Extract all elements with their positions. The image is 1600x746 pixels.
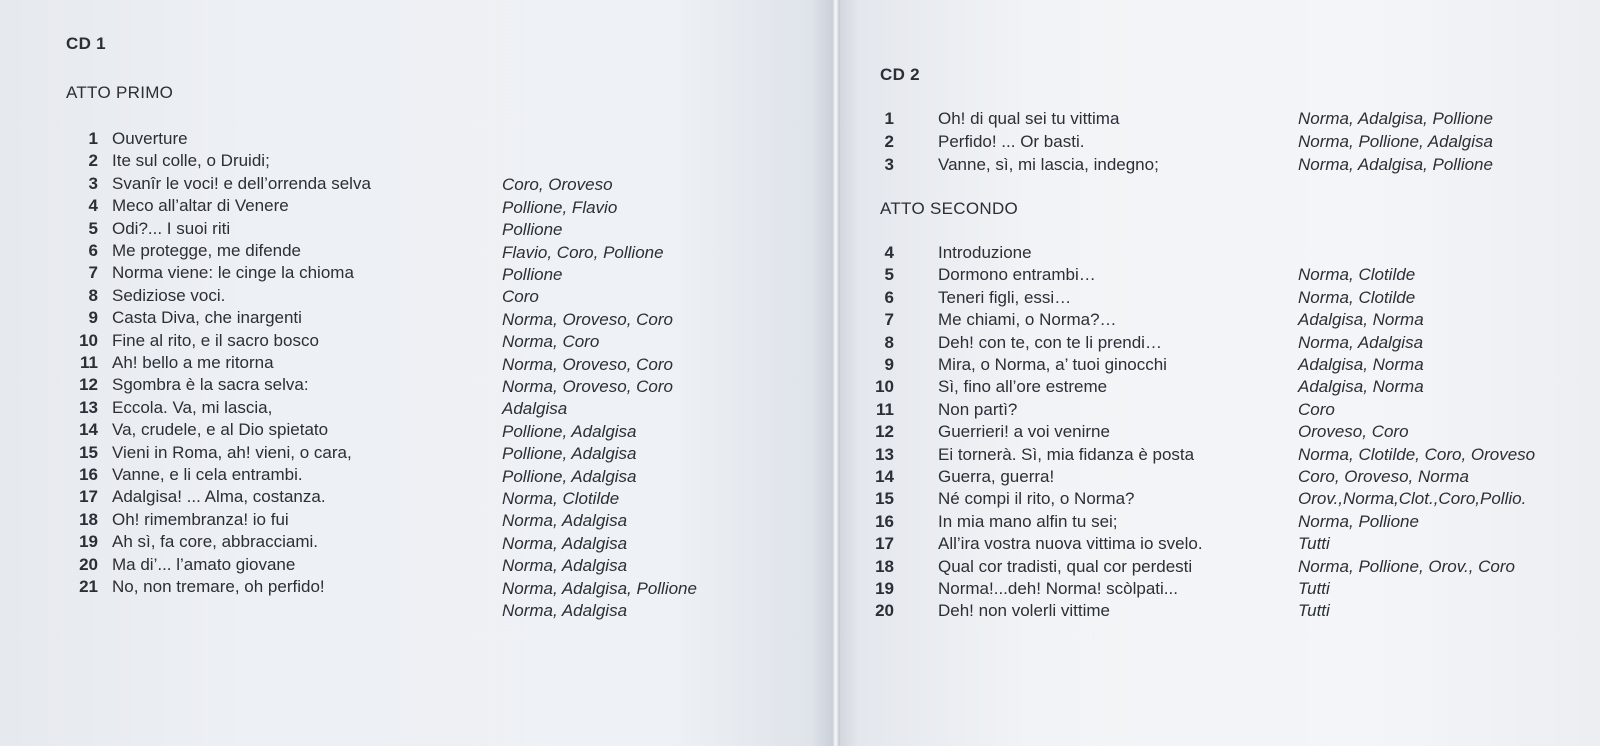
track-title: Ah! bello a me ritorna [112,353,274,372]
track-number: 14 [79,420,98,440]
track-roles: Norma, Adalgisa, Pollione [502,578,697,598]
track-roles: Pollione, Adalgisa [502,421,637,441]
track-title: Va, crudele, e al Dio spietato [112,420,329,440]
track-row [0,128,836,150]
track-number: 15 [79,442,98,462]
track-number: 11 [876,399,894,419]
track-number: 4 [88,196,98,216]
track-title: Teneri figli, essi… [938,287,1072,307]
track-title: No, non tremare, oh perfido! [112,577,325,596]
track-roles: Pollione [502,220,563,240]
track-roles: Norma, Adalgisa, Pollione [1298,155,1493,174]
track-number: 4 [884,243,894,262]
track-roles: Norma, Coro [502,332,600,352]
track-roles: Norma, Oroveso, Coro [502,354,673,374]
track-row [836,131,1600,153]
track-row [836,332,1600,354]
track-number: 11 [80,353,98,372]
track-title: Ei tornerà. Sì, mia fidanza è posta [938,444,1195,464]
cd2-label: CD 2 [880,65,920,84]
track-roles: Norma, Adalgisa [502,601,628,620]
track-row [836,511,1600,533]
track-roles: Coro [1298,399,1335,419]
track-roles: Adalgisa, Norma [1298,377,1424,397]
track-row [836,242,1600,264]
track-title: Me chiami, o Norma?… [938,310,1117,330]
track-title: Vanne, e li cela entrambi. [112,465,303,484]
cd1-act-heading: ATTO PRIMO [66,83,174,102]
track-roles: Norma, Clotilde [1298,287,1416,307]
track-number: 13 [875,444,894,464]
track-title: Eccola. Va, mi lascia, [112,397,273,417]
track-row [836,578,1600,600]
track-roles: Pollione [502,265,563,284]
track-number: 16 [875,511,894,531]
track-number: 5 [884,265,894,285]
track-title: Mira, o Norma, a’ tuoi ginocchi [938,355,1167,374]
track-row [836,287,1600,309]
track-roles: Oroveso, Coro [1298,422,1409,442]
track-roles: Pollione, Adalgisa [502,444,637,464]
track-number: 8 [884,332,894,352]
track-row [836,444,1600,466]
track-row [836,466,1600,488]
track-title: Sgombra è la sacra selva: [112,375,309,395]
track-roles: Coro, Oroveso [502,175,613,195]
track-row [836,488,1600,510]
track-title: Deh! con te, con te li prendi… [938,332,1162,352]
track-title: Ah sì, fa core, abbracciami. [112,532,318,552]
track-title: Guerra, guerra! [938,467,1055,486]
right-page-cd2 [836,0,1600,746]
track-number: 13 [79,397,98,417]
track-roles: Norma, Pollione [1298,511,1419,531]
track-roles: Orov.,Norma,Clot.,Coro,Pollio. [1298,489,1527,509]
track-title: Dormono entrambi… [938,265,1096,285]
track-number: 6 [88,241,98,260]
track-title: Sì, fino all’ore estreme [938,377,1108,397]
track-number: 9 [884,355,894,374]
track-roles: Adalgisa [502,399,568,419]
track-roles: Norma, Adalgisa [1298,332,1424,352]
track-title: Vanne, sì, mi lascia, indegno; [938,155,1159,174]
cd1-label: CD 1 [66,34,106,53]
track-row [836,600,1600,622]
track-number: 18 [79,509,98,529]
track-number: 18 [875,556,894,576]
track-roles: Norma, Clotilde [1298,265,1416,285]
track-roles: Norma, Pollione, Orov., Coro [1298,556,1515,576]
track-title: Ouverture [112,129,188,148]
track-title: Perfido! ... Or basti. [938,132,1085,151]
track-title: Adalgisa! ... Alma, costanza. [112,487,326,507]
track-number: 2 [88,151,98,171]
track-row [836,376,1600,398]
track-row [0,576,836,620]
track-row [836,354,1600,376]
track-roles: Norma, Oroveso, Coro [502,377,673,396]
cd2-act-heading: ATTO SECONDO [880,199,1019,218]
track-number: 19 [79,532,98,552]
track-number: 17 [875,534,894,554]
track-roles: Pollione, Adalgisa [502,466,637,486]
track-number: 1 [88,129,98,148]
booklet-fold [832,0,840,746]
track-number: 6 [884,287,894,307]
track-number: 9 [88,308,98,328]
track-title: Ma di’... l’amato giovane [112,554,296,574]
track-title: In mia mano alfin tu sei; [938,511,1118,531]
track-roles: Norma, Clotilde [502,489,620,508]
track-number: 2 [884,132,894,151]
track-number: 14 [875,467,894,486]
track-roles: Norma, Adalgisa, Pollione [1298,109,1493,128]
track-row [836,264,1600,286]
track-roles: Adalgisa, Norma [1298,310,1424,330]
track-title: Guerrieri! a voi venirne [938,422,1110,442]
track-title: Sediziose voci. [112,285,226,305]
track-number: 5 [88,218,98,238]
track-title: Vieni in Roma, ah! vieni, o cara, [112,442,352,462]
track-roles: Coro, Oroveso, Norma [1298,467,1469,486]
track-title: Fine al rito, e il sacro bosco [112,330,319,350]
track-roles: Tutti [1298,579,1330,598]
track-row [836,309,1600,331]
track-roles: Flavio, Coro, Pollione [502,242,664,262]
track-roles: Norma, Oroveso, Coro [502,309,673,329]
track-number: 20 [875,601,894,621]
track-title: Qual cor tradisti, qual cor perdesti [938,556,1193,576]
track-title: Oh! di qual sei tu vittima [938,109,1120,128]
track-title: Introduzione [938,243,1032,262]
track-number: 10 [79,330,98,350]
track-number: 12 [875,422,894,442]
track-title: Né compi il rito, o Norma? [938,489,1135,509]
track-number: 3 [884,155,894,174]
track-row [836,108,1600,130]
track-roles: Adalgisa, Norma [1298,355,1424,374]
track-row [836,154,1600,176]
track-number: 12 [79,375,98,395]
track-row [836,399,1600,421]
track-row [836,421,1600,443]
track-roles: Pollione, Flavio [502,197,618,217]
track-title: Casta Diva, che inargenti [112,308,302,328]
track-row [836,533,1600,555]
track-number: 17 [79,487,98,507]
track-roles: Norma, Adalgisa [502,533,628,553]
track-number: 19 [875,579,894,598]
track-number: 7 [88,263,98,283]
track-roles: Coro [502,287,539,307]
track-roles: Norma, Pollione, Adalgisa [1298,132,1493,151]
track-title: Odi?... I suoi riti [112,218,231,238]
track-title: Norma!...deh! Norma! scòlpati... [938,579,1178,598]
track-number: 16 [79,465,98,484]
track-title: Non partì? [938,399,1018,419]
track-roles: Norma, Clotilde, Coro, Oroveso [1298,444,1536,464]
track-number: 1 [884,109,894,128]
track-title: Norma viene: le cinge la chioma [112,263,354,283]
track-title: Ite sul colle, o Druidi; [112,151,270,171]
track-title: Oh! rimembranza! io fui [112,509,289,529]
track-roles: Norma, Adalgisa [502,556,628,576]
track-number: 10 [875,377,894,397]
track-number: 20 [79,554,98,574]
track-number: 21 [79,577,98,596]
track-number: 3 [88,173,98,193]
track-title: Meco all’altar di Venere [112,196,289,216]
track-roles: Norma, Adalgisa [502,511,628,531]
track-number: 15 [875,489,894,509]
track-title: Deh! non volerli vittime [938,601,1110,621]
track-title: All’ira vostra nuova vittima io svelo. [938,534,1203,554]
track-title: Svanîr le voci! e dell’orrenda selva [112,173,371,193]
track-number: 7 [884,310,894,330]
track-title: Me protegge, me difende [112,241,302,260]
track-number: 8 [88,285,98,305]
track-roles: Tutti [1298,601,1330,621]
track-roles: Tutti [1298,534,1330,554]
track-row [836,556,1600,578]
